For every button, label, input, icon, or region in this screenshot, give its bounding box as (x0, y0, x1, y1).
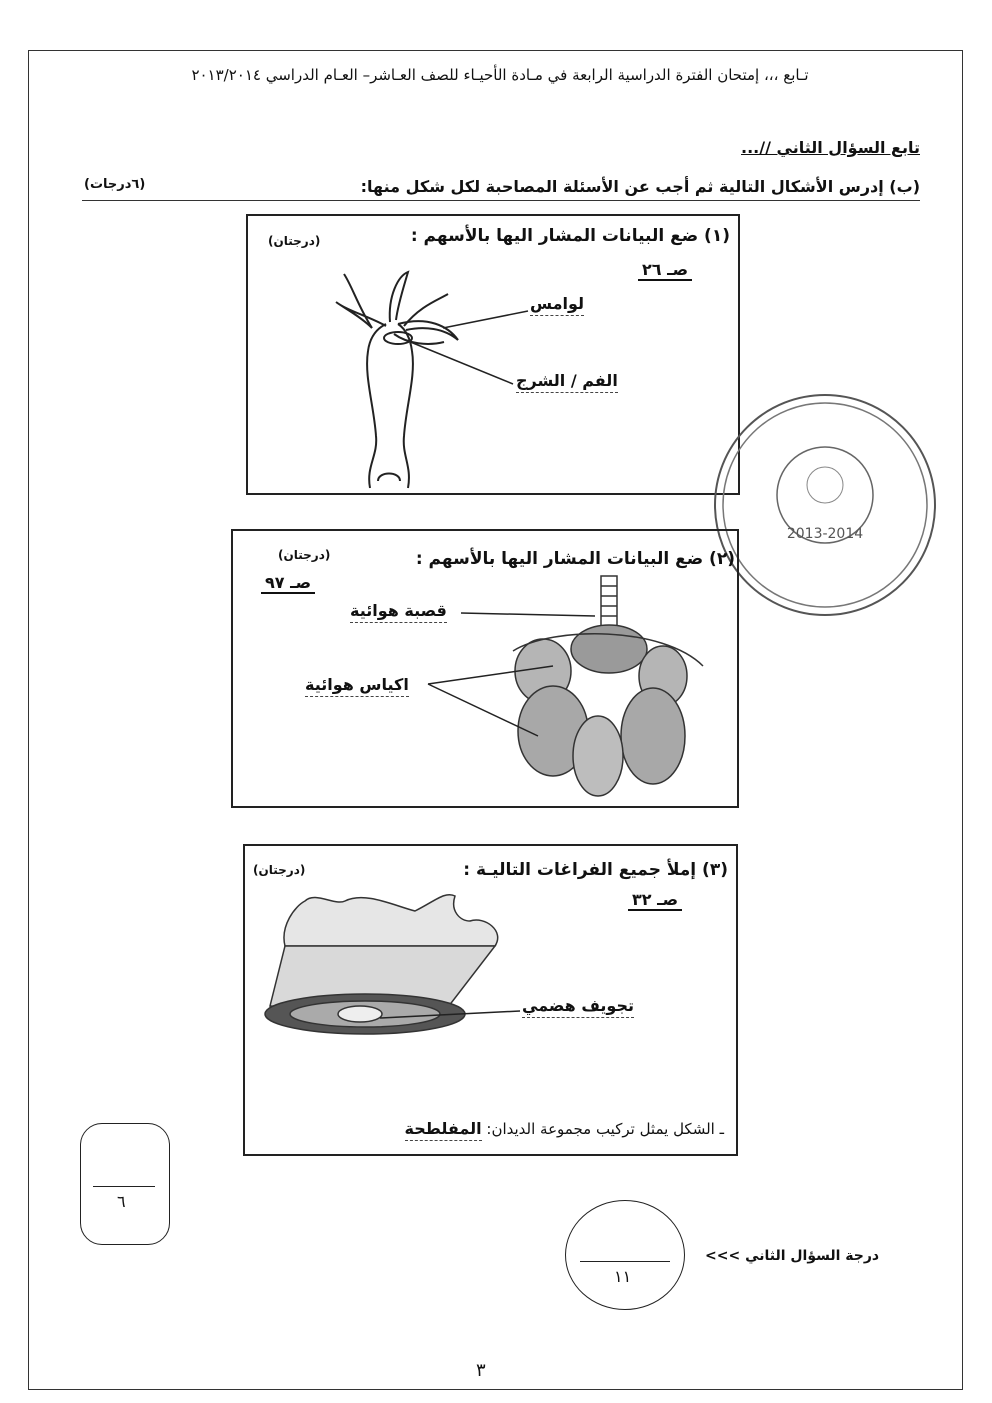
score-small-line (93, 1186, 155, 1187)
air-sacs-drawing (233, 531, 741, 810)
statement-answer: المفلطحة (405, 1119, 482, 1141)
figure-3-question: (٣) إملأ جميع الفراغات التاليـة : (463, 860, 728, 880)
figure-2-page-ref: صـ ٩٧ (261, 573, 315, 594)
figure-2-marks: (درجتان) (278, 548, 331, 562)
label-mouth-anus: الفم / الشرج (516, 371, 618, 393)
figure-1-box (246, 214, 740, 495)
figure-3-box (243, 844, 738, 1156)
figure-1-page-ref: صـ ٢٦ (638, 260, 692, 281)
part-b-marks: (٦درجات) (84, 177, 146, 192)
hydra-drawing (248, 216, 742, 497)
stamp-years: 2013-2014 (786, 526, 864, 542)
label-trachea: قصبة هوائية (350, 601, 447, 623)
figure-3-page-ref: صـ ٣٢ (628, 890, 682, 911)
part-b-instruction: (ب) إدرس الأشكال التالية ثم أجب عن الأسئلة المصاحبة لكل شكل منها: (360, 177, 920, 196)
label-tentacles: لوامس (530, 294, 584, 316)
figure-2-question: (٢) ضع البيانات المشار اليها بالأسهم : (415, 549, 735, 569)
statement-text: ـ الشكل يمثل تركيب مجموعة الديدان: (486, 1120, 724, 1138)
figure-score-box (80, 1123, 170, 1245)
flatworm-section-drawing (245, 846, 740, 1158)
question-2-title: تابع السؤال الثاني //... (741, 138, 920, 157)
divider-line (82, 200, 920, 201)
label-air-sacs: اكياس هوائية (305, 675, 409, 697)
score-small-value: ٦ (117, 1192, 126, 1211)
figure-3-marks: (درجتان) (253, 863, 306, 877)
page-number: ٣ (476, 1360, 486, 1381)
figure-1-marks: (درجتان) (268, 234, 321, 248)
score-big-value: ١١ (614, 1267, 632, 1286)
figure-1-question: (١) ضع البيانات المشار اليها بالأسهم : (410, 226, 730, 246)
question-2-score-circle (565, 1200, 685, 1310)
question-2-score-label: درجة السؤال الثاني >>> (705, 1248, 880, 1264)
label-digestive-cavity: تجويف هضمي (522, 996, 634, 1018)
figure-2-box (231, 529, 739, 808)
exam-header: تـابع ،،، إمتحان الفترة الدراسية الرابعة في مـادة الأحيـاء للصف العـاشر– العـام الدراسي ٢٠١٣/٢٠١٤ (191, 66, 809, 84)
score-big-line (580, 1261, 670, 1262)
